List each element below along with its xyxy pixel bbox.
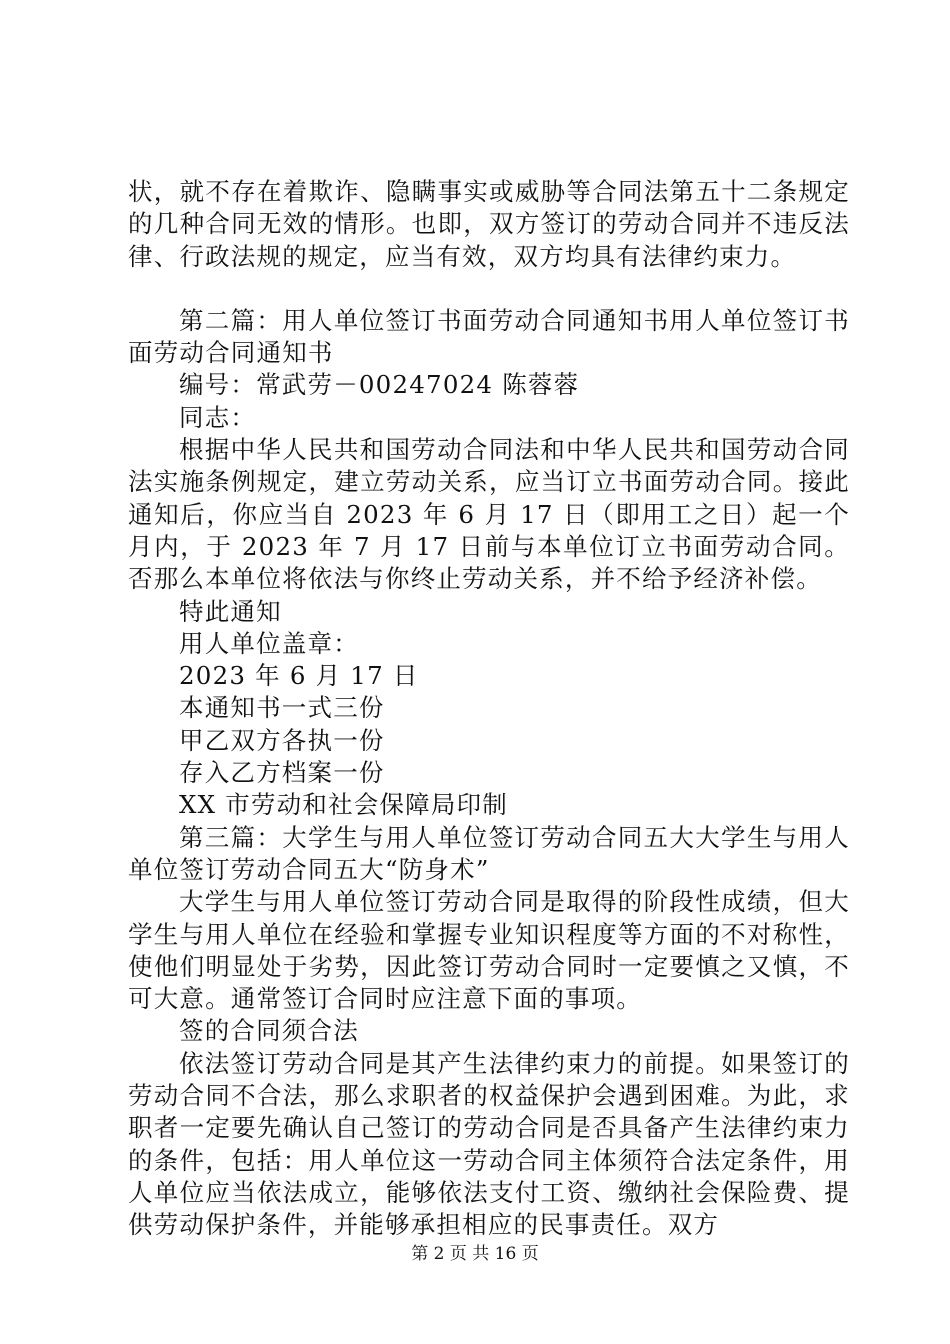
section-heading-part-two: 第二篇：用人单位签订书面劳动合同通知书用人单位签订书面劳动合同通知书	[128, 305, 850, 368]
document-body	[128, 176, 850, 1242]
page-number: 第 2 页	[411, 1244, 467, 1264]
intro-paragraph: 大学生与用人单位签订劳动合同是取得的阶段性成绩，但大学生与用人单位在经验和掌握专业知识程度等方面的不对称性，使他们明显处于劣势，因此签订劳动合同时一定要慎之又慎，不可大意。通常签订合同时应注意下面的事项。	[128, 887, 850, 1014]
section-heading-part-three: 第三篇：大学生与用人单位签订劳动合同五大大学生与用人单位签订劳动合同五大“防身术”	[128, 822, 850, 884]
notice-date: 2023 年 6 月 17 日	[179, 661, 419, 691]
copies-note: 本通知书一式三份	[179, 693, 385, 723]
notice-closing: 特此通知	[179, 596, 282, 626]
page-total: 共 16 页	[472, 1244, 539, 1264]
salutation: 同志：	[179, 402, 257, 432]
paragraph-continuation: 状，就不存在着欺诈、隐瞒事实或威胁等合同法第五十二条规定的几种合同无效的情形。也即，双方签订的劳动合同并不违反法律、行政法规的规定，应当有效，双方均具有法律约束力。	[128, 177, 850, 271]
copies-archive: 存入乙方档案一份	[179, 758, 385, 788]
notice-body: 根据中华人民共和国劳动合同法和中华人民共和国劳动合同法实施条例规定，建立劳动关系，应当订立书面劳动合同。接此通知后，你应当自 2023 年 6 月 17 日（即用工之日）起一个月内，于 2023 年 7 月 17 日前与本单位订立书面劳动合同。否那么本单位将依法与你终止劳动关系，并不给予经济补偿。	[128, 435, 850, 594]
seal-line: 用人单位盖章：	[179, 628, 359, 658]
subheading-legal-contract: 签的合同须合法	[179, 1016, 359, 1046]
printed-by: XX 市劳动和社会保障局印制	[179, 790, 508, 820]
page-footer	[0, 1243, 950, 1265]
legal-contract-paragraph: 依法签订劳动合同是其产生法律约束力的前提。如果签订的劳动合同不合法，那么求职者的权益保护会遇到困难。为此，求职者一定要先确认自己签订的劳动合同是否具备产生法律约束力的条件，包括：用人单位这一劳动合同主体须符合法定条件，用人单位应当依法成立，能够依法支付工资、缴纳社会保险费、提供劳动保护条件，并能够承担相应的民事责任。双方	[128, 1048, 850, 1240]
notice-number: 编号：常武劳－00247024 陈蓉蓉	[179, 370, 580, 400]
copies-parties: 甲乙双方各执一份	[179, 725, 385, 755]
